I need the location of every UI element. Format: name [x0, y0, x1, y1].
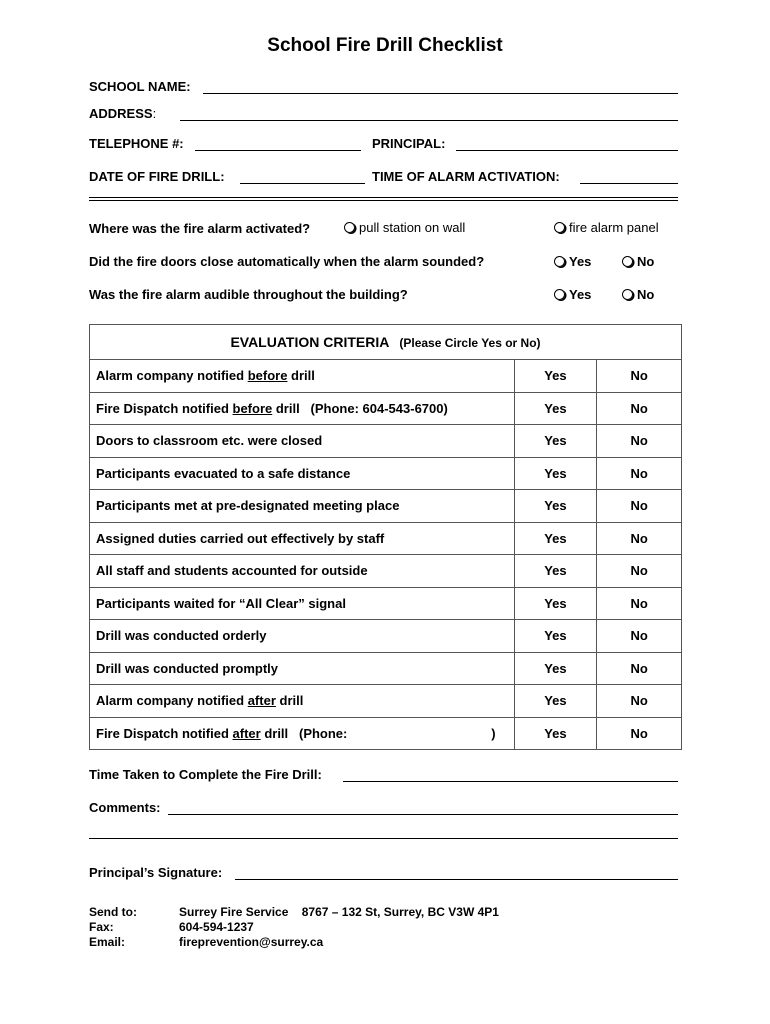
checkbox-icon[interactable]: [554, 256, 565, 267]
date-of-drill-label: DATE OF FIRE DRILL:: [89, 169, 225, 184]
evaluation-table: [89, 324, 682, 750]
criteria-emphasis: after: [232, 725, 261, 741]
signature-label: Principal’s Signature:: [89, 865, 223, 880]
criteria-cell: [90, 652, 515, 685]
table-row: [90, 685, 682, 718]
no-option[interactable]: No: [597, 490, 682, 523]
yes-option[interactable]: Yes: [514, 587, 597, 620]
no-option[interactable]: No: [597, 425, 682, 458]
no-option[interactable]: No: [597, 717, 682, 750]
yes-option[interactable]: Yes: [514, 717, 597, 750]
time-of-alarm-label: TIME OF ALARM ACTIVATION:: [372, 169, 560, 184]
yes-option[interactable]: Yes: [514, 490, 597, 523]
criteria-cell: [90, 457, 515, 490]
evaluation-subtitle: (Please Circle Yes or No): [399, 336, 541, 350]
no-option[interactable]: No: [597, 360, 682, 393]
criteria-text: Participants met at pre-designated meeting place: [96, 498, 400, 514]
send-to-label: Send to:: [89, 905, 137, 919]
criteria-text: Participants waited for “All Clear” signal: [96, 595, 346, 611]
fax-label: Fax:: [89, 920, 114, 934]
criteria-text: Fire Dispatch notified: [96, 725, 233, 741]
yes-option[interactable]: Yes: [514, 652, 597, 685]
checkbox-icon[interactable]: [554, 289, 565, 300]
address-field[interactable]: [180, 120, 678, 121]
comments-label: Comments:: [89, 800, 161, 815]
page-title: School Fire Drill Checklist: [267, 35, 503, 56]
time-taken-field[interactable]: [343, 781, 678, 782]
email-value[interactable]: fireprevention@surrey.ca: [179, 935, 324, 949]
principal-field[interactable]: [456, 150, 678, 151]
checkbox-icon[interactable]: [344, 222, 355, 233]
table-row: [90, 587, 682, 620]
criteria-cell: [90, 425, 515, 458]
criteria-emphasis: after: [247, 693, 276, 709]
criteria-text: Doors to classroom etc. were closed: [96, 433, 323, 449]
criteria-text: Fire Dispatch notified: [96, 400, 233, 416]
option-doors-yes[interactable]: Yes: [554, 254, 591, 269]
option-pull-station[interactable]: pull station on wall: [344, 220, 465, 235]
criteria-emphasis: before: [232, 400, 273, 416]
option-doors-no[interactable]: No: [622, 254, 654, 269]
question-alarm-activated: Where was the fire alarm activated?: [89, 221, 311, 236]
evaluation-header: [90, 325, 682, 360]
yes-option[interactable]: Yes: [514, 457, 597, 490]
yes-option[interactable]: Yes: [514, 522, 597, 555]
no-option[interactable]: No: [597, 685, 682, 718]
option-audible-no[interactable]: No: [622, 287, 654, 302]
criteria-text: Assigned duties carried out effectively by staff: [96, 530, 385, 546]
no-option[interactable]: No: [597, 587, 682, 620]
criteria-cell: [90, 587, 515, 620]
table-row: [90, 457, 682, 490]
table-row: [90, 652, 682, 685]
table-row: [90, 555, 682, 588]
table-row: [90, 360, 682, 393]
comments-field-line-2[interactable]: [89, 838, 678, 839]
evaluation-title: EVALUATION CRITERIA: [230, 334, 390, 350]
criteria-cell: [90, 620, 515, 653]
yes-option[interactable]: Yes: [514, 685, 597, 718]
criteria-text: Alarm company notified: [96, 368, 248, 384]
time-taken-label: Time Taken to Complete the Fire Drill:: [89, 767, 322, 782]
send-to-value: Surrey Fire Service 8767 – 132 St, Surrey, BC V3W 4P1: [179, 905, 499, 919]
table-row: [90, 490, 682, 523]
phone-close-paren: ): [491, 725, 496, 741]
checkbox-icon[interactable]: [622, 256, 633, 267]
school-name-field[interactable]: [203, 93, 678, 94]
telephone-field[interactable]: [195, 150, 361, 151]
criteria-text-suffix: drill: [287, 368, 315, 384]
option-fire-alarm-panel[interactable]: fire alarm panel: [554, 220, 659, 235]
criteria-text-suffix: drill (Phone:: [260, 725, 348, 741]
criteria-cell: [90, 392, 515, 425]
yes-option[interactable]: Yes: [514, 360, 597, 393]
fax-value: 604-594-1237: [179, 920, 254, 934]
criteria-cell: [90, 717, 515, 750]
checkbox-icon[interactable]: [622, 289, 633, 300]
checkbox-icon[interactable]: [554, 222, 565, 233]
criteria-text: Drill was conducted orderly: [96, 628, 267, 644]
section-divider: [89, 197, 678, 201]
question-alarm-audible: Was the fire alarm audible throughout the building?: [89, 287, 408, 302]
criteria-cell: [90, 490, 515, 523]
table-row: [90, 620, 682, 653]
signature-field[interactable]: [235, 879, 678, 880]
time-of-alarm-field[interactable]: [580, 183, 678, 184]
yes-option[interactable]: Yes: [514, 425, 597, 458]
criteria-text: Participants evacuated to a safe distance: [96, 465, 351, 481]
criteria-cell: [90, 522, 515, 555]
no-option[interactable]: No: [597, 392, 682, 425]
table-row: [90, 717, 682, 750]
criteria-text-suffix: drill: [275, 693, 304, 709]
address-label: ADDRESS:: [89, 106, 157, 121]
comments-field[interactable]: [168, 814, 678, 815]
date-of-drill-field[interactable]: [240, 183, 365, 184]
criteria-cell: [90, 360, 515, 393]
telephone-label: TELEPHONE #:: [89, 136, 184, 151]
no-option[interactable]: No: [597, 620, 682, 653]
principal-label: PRINCIPAL:: [372, 136, 446, 151]
yes-option[interactable]: Yes: [514, 620, 597, 653]
criteria-cell: [90, 555, 515, 588]
table-row: [90, 425, 682, 458]
no-option[interactable]: No: [597, 457, 682, 490]
criteria-text: Drill was conducted promptly: [96, 660, 279, 676]
yes-option[interactable]: Yes: [514, 392, 597, 425]
criteria-text-suffix: drill (Phone: 604-543-6700): [272, 400, 448, 416]
criteria-text: Alarm company notified: [96, 693, 248, 709]
no-option[interactable]: No: [597, 522, 682, 555]
no-option[interactable]: No: [597, 652, 682, 685]
criteria-cell: [90, 685, 515, 718]
yes-option[interactable]: Yes: [514, 555, 597, 588]
criteria-text: All staff and students accounted for outside: [96, 563, 368, 579]
email-label: Email:: [89, 935, 126, 949]
school-name-label: SCHOOL NAME:: [89, 79, 191, 94]
table-row: [90, 522, 682, 555]
question-fire-doors: Did the fire doors close automatically when the alarm sounded?: [89, 254, 485, 269]
table-row: [90, 392, 682, 425]
no-option[interactable]: No: [597, 555, 682, 588]
option-audible-yes[interactable]: Yes: [554, 287, 591, 302]
criteria-emphasis: before: [247, 368, 288, 384]
